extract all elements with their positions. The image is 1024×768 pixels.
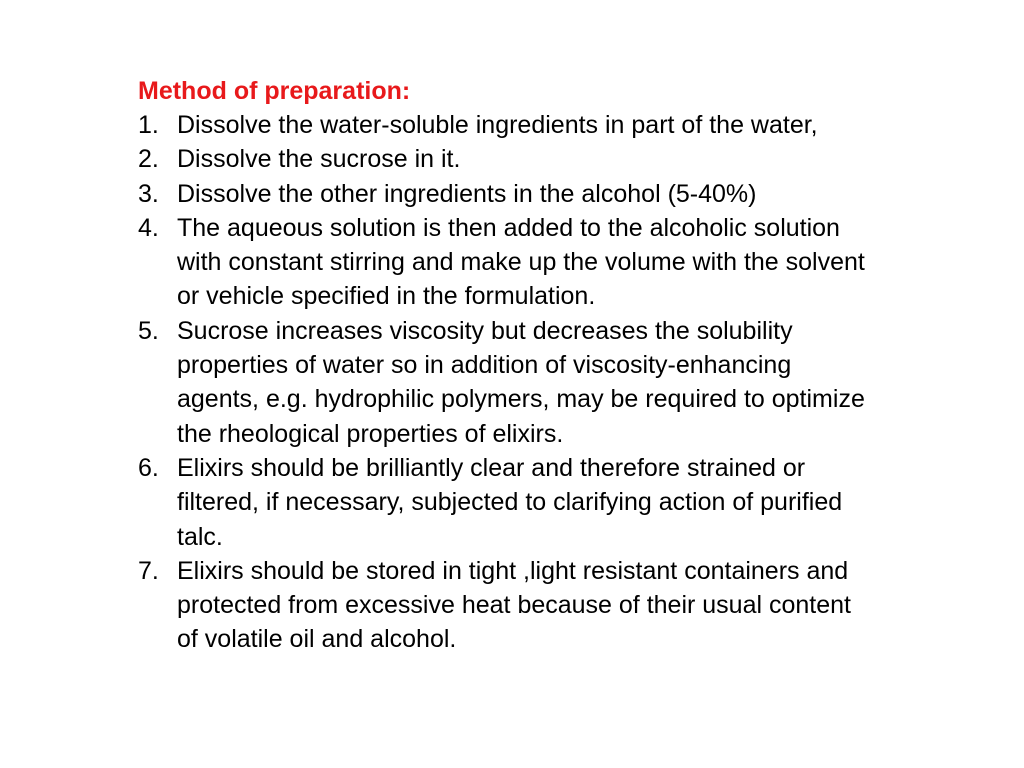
step-number: 3. [138,179,159,208]
step-text [177,314,978,451]
step-number: 7. [138,556,159,585]
step-text-line: Dissolve the sucrose in it. [177,145,461,174]
step-item [138,108,978,142]
step-number: 1. [138,111,159,139]
step-item [138,554,978,657]
step-text-line: The aqueous solution is then added to the alcoholic solution [177,213,840,242]
step-number: 6. [138,453,159,482]
step-text-line: the rheological properties of elixirs. [177,419,564,448]
step-text-line: protected from excessive heat because of their usual content [177,591,851,620]
step-text [177,554,978,657]
step-text-line: filtered, if necessary, subjected to clarifying action of purified [177,488,843,517]
step-text-line: talc. [177,522,223,551]
step-text-line: with constant stirring and make up the volume with the solvent [177,248,865,277]
step-item [138,142,978,176]
step-text-line: properties of water so in addition of viscosity-enhancing [177,351,792,380]
step-text-line: Elixirs should be brilliantly clear and therefore strained or [177,453,806,482]
step-text-line: Dissolve the water-soluble ingredients in part of the water, [177,111,818,139]
step-text [177,142,978,176]
step-text-line: of volatile oil and alcohol. [177,625,457,654]
step-number: 2. [138,145,159,174]
step-number: 4. [138,213,159,242]
step-text [177,108,978,142]
step-text-line: agents, e.g. hydrophilic polymers, may be required to optimize [177,385,865,414]
step-item [138,314,978,451]
step-text-line: or vehicle specified in the formulation. [177,282,596,311]
step-text [177,177,978,211]
step-text-line: Dissolve the other ingredients in the alcohol (5-40%) [177,179,757,208]
slide-content [138,74,978,657]
preparation-steps-list [138,108,978,657]
step-text [177,451,978,554]
step-text-line: Elixirs should be stored in tight ,light resistant containers and [177,556,849,585]
step-item [138,451,978,554]
step-text-line: Sucrose increases viscosity but decreases the solubility [177,316,793,345]
slide-heading: Method of preparation: [138,77,411,105]
step-item [138,177,978,211]
step-text [177,211,978,314]
step-number: 5. [138,316,159,345]
step-item [138,211,978,314]
